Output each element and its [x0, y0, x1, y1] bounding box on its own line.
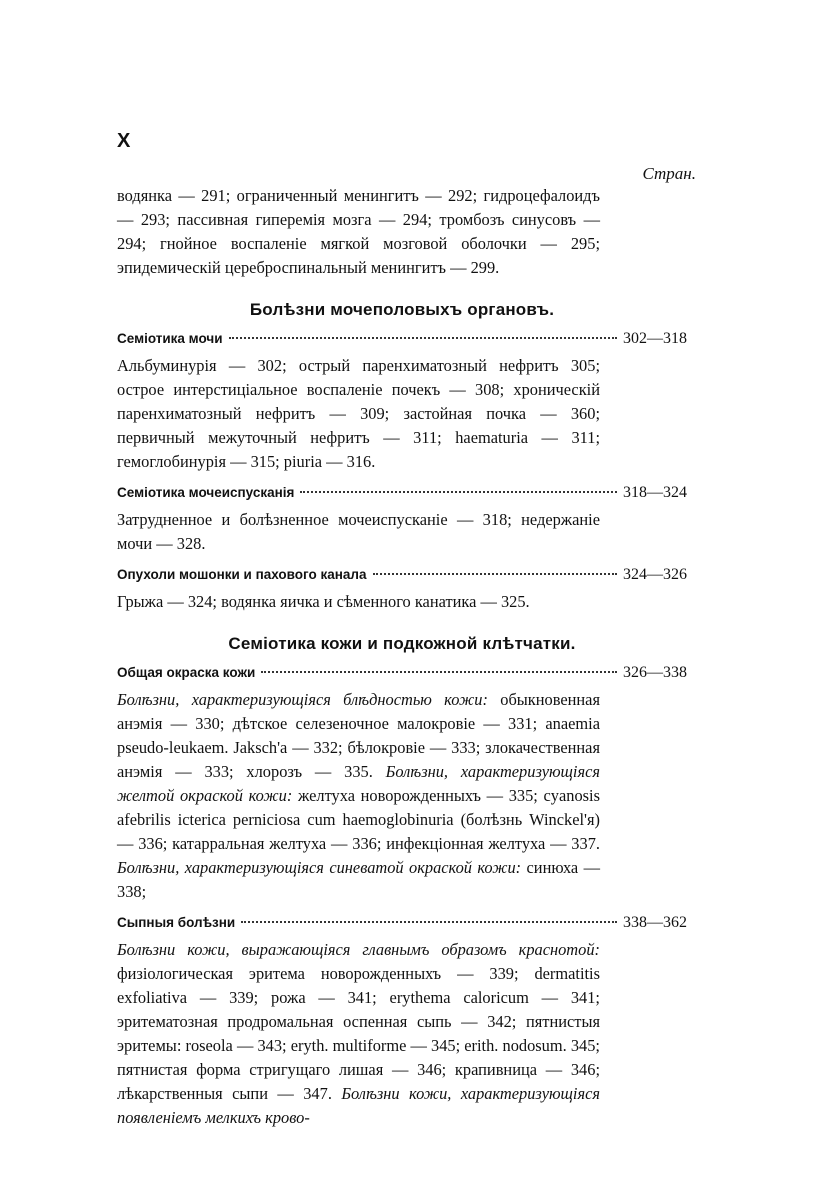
- entry-text: желтуха новорожденныхъ — 335; cyanosis afebrilis icterica perniciosa cum haemoglobinuria (болѣзнь Winckel'я) — 336; катарральная желтуха — 336; инфекціонная желтуха — 337.: [117, 786, 600, 853]
- dot-leader: [300, 491, 617, 493]
- toc-entry: [117, 910, 687, 936]
- toc-entry: [117, 660, 687, 686]
- toc-entry: [117, 562, 687, 588]
- entry-pages: 318—324: [623, 484, 687, 501]
- dot-leader: [241, 921, 617, 923]
- entry-heading: Семіотика мочи: [117, 331, 223, 346]
- entry-pages: 326—338: [623, 664, 687, 681]
- category-label: Болѣзни кожи, характеризующіяся появленіемъ мелкихъ крово-: [117, 1084, 600, 1127]
- entry-body: Грыжа — 324; водянка яичка и сѣменного канатика — 325.: [117, 592, 530, 611]
- page-number: X: [117, 130, 132, 152]
- toc-entry: [117, 480, 687, 506]
- dot-leader: [373, 573, 618, 575]
- section-title-urogenital: Болѣзни мочеполовыхъ органовъ.: [249, 300, 555, 319]
- category-label: Болѣзни кожи, выражающіяся главнымъ образомъ краснотой:: [117, 940, 600, 959]
- toc-content: [117, 184, 687, 1130]
- entry-heading: Семіотика мочеиспусканія: [117, 485, 295, 500]
- entry-body: [117, 938, 600, 1130]
- section-title-skin: Семіотика кожи и подкожной клѣтчатки.: [228, 634, 576, 653]
- pages-column-header: Стран.: [642, 164, 696, 183]
- entry-text: физіологическая эритема новорожденныхъ — 339; dermatitis exfoliativa — 339; рожа — 341; erythema caloricum — 341; эритематозная продромальная оспенная сыпь — 342; пятнистыя эритемы: roseola — 343; eryth. multiforme — 345; erith. nodosum. 345; пятнистая форма стригущаго лишая — 346; крапивница — 346; лѣкарственныя сыпи — 347.: [117, 964, 600, 1103]
- entry-heading: Сыпныя болѣзни: [117, 915, 236, 930]
- entry-pages: 324—326: [623, 566, 687, 583]
- entry-text: обыкновенная анэмія — 330; дѣтское селезеночное малокровіе — 331; anaemia pseudo-leukaem. Jaksch'a — 332; бѣлокровіе — 333; злокачественная анэмія — 333; хлорозъ — 335.: [117, 690, 600, 781]
- entry-pages: 302—318: [623, 330, 687, 347]
- entry-heading: Общая окраска кожи: [117, 665, 256, 680]
- dot-leader: [261, 671, 617, 673]
- intro-paragraph: водянка — 291; ограниченный менингитъ — 292; гидроцефалоидъ — 293; пассивная гиперемія мозга — 294; тромбозъ синусовъ — 294; гнойное воспаленіе мягкой мозговой оболочки — 295; эпидемическій цереброспинальный менингитъ — 299.: [117, 186, 600, 277]
- category-label: Болѣзни, характеризующіяся блѣдностью кожи:: [117, 690, 488, 709]
- entry-body: [117, 688, 600, 904]
- entry-body: Альбуминурія — 302; острый паренхиматозный нефритъ 305; острое интерстиціальное воспаленіе почекъ — 308; хроническій паренхиматозный нефритъ — 309; застойная почка — 360; первичный межуточный нефритъ — 311; haematuria — 311; гемоглобинурія — 315; piuria — 316.: [117, 356, 600, 471]
- entry-pages: 338—362: [623, 914, 687, 931]
- category-label: Болѣзни, характеризующіяся синеватой окраской кожи:: [117, 858, 522, 877]
- entry-heading: Опухоли мошонки и пахового канала: [117, 567, 367, 582]
- category-label: Болѣзни, характеризующіяся желтой окраской кожи:: [117, 762, 600, 805]
- entry-body: Затрудненное и болѣзненное мочеиспусканіе — 318; недержаніе мочи — 328.: [117, 510, 600, 553]
- entry-text: синюха — 338;: [117, 858, 601, 901]
- dot-leader: [229, 337, 617, 339]
- toc-entry: [117, 326, 687, 352]
